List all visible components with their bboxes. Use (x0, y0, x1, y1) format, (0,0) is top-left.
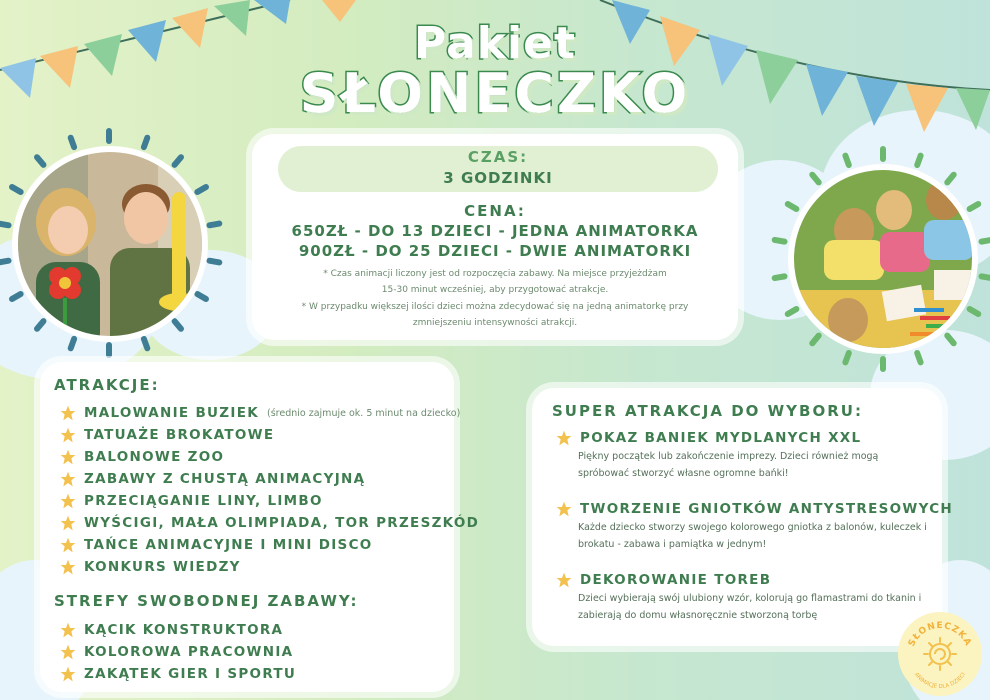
super-item-description: Dzieci wybierają swój ulubiony wzór, kolorują go flamastrami do tkanin i zabierają do domu własnoręcznie stworzoną torbę (578, 593, 922, 621)
attraction-label: WYŚCIGI, MAŁA OLIMPIADA, TOR PRZESZKÓD (84, 515, 480, 531)
star-icon (556, 430, 572, 446)
star-icon (60, 666, 76, 682)
star-icon (60, 449, 76, 465)
list-item (60, 534, 479, 556)
super-title: SUPER ATRAKCJA DO WYBORU: (552, 402, 863, 420)
star-icon (556, 572, 572, 588)
list-item (60, 424, 479, 446)
kids-drawing-photo (788, 164, 978, 354)
attraction-label: TATUAŻE BROKATOWE (84, 427, 275, 443)
sun-logo-graphic (898, 612, 982, 696)
star-icon (60, 471, 76, 487)
list-item (60, 490, 479, 512)
logo-bottom-text: ANIMACJE DLA DZIECI (913, 671, 967, 691)
zone-label: ZAKĄTEK GIER I SPORTU (84, 666, 297, 682)
title-pakiet: Pakiet (414, 18, 576, 69)
info-card (252, 134, 738, 340)
zone-label: KĄCIK KONSTRUKTORA (84, 622, 284, 638)
super-item (556, 501, 954, 553)
logo-top-text: SŁONECZKA (907, 620, 973, 649)
title-sloneczko: SŁONECZKO (299, 62, 691, 125)
list-item (60, 446, 479, 468)
super-item (556, 572, 928, 624)
time-value: 3 GODZINKI (443, 169, 553, 187)
list-item (60, 663, 296, 685)
time-pill (278, 146, 718, 192)
star-icon (60, 559, 76, 575)
super-item-description: Każde dziecko stworzy swojego kolorowego gniotka z balonów, kuleczek i brokatu - zabawa i pamiątka w jednym! (578, 522, 927, 550)
attraction-note: (średnio zajmuje ok. 5 minut na dziecko) (267, 407, 461, 419)
zone-label: KOLOROWA PRACOWNIA (84, 644, 294, 660)
note-time: * Czas animacji liczony jest od rozpoczęcia zabawy. Na miejsce przyjeżdżam 15-30 minut wcześniej, aby przygotować atrakcje. (323, 269, 667, 295)
list-item (60, 402, 479, 424)
zones-title: STREFY SWOBODNEJ ZABAWY: (54, 592, 359, 610)
super-item-label: DEKOROWANIE TOREB (580, 572, 772, 588)
sloneczka-logo (898, 612, 982, 696)
time-label: CZAS: (467, 148, 529, 166)
svg-text:ANIMACJE DLA DZIECI (913, 672, 967, 691)
star-icon (60, 405, 76, 421)
star-icon (60, 537, 76, 553)
note-animators: * W przypadku większej ilości dzieci można zdecydować się na jedną animatorkę przy zmniejszeniu intensywności atrakcji. (301, 302, 689, 328)
super-item (556, 430, 928, 482)
star-icon (60, 493, 76, 509)
price-line-1: 650ZŁ - DO 13 DZIECI - JEDNA ANIMATORKA (291, 222, 699, 240)
list-item (60, 619, 296, 641)
attractions-title: ATRAKCJE: (54, 376, 160, 394)
star-icon (60, 622, 76, 638)
list-item (60, 556, 479, 578)
list-item (60, 468, 479, 490)
super-item-label: POKAZ BANIEK MYDLANYCH XXL (580, 430, 862, 446)
list-item (60, 641, 296, 663)
price-line-2: 900ZŁ - DO 25 DZIECI - DWIE ANIMATORKI (298, 242, 692, 260)
attraction-label: PRZECIĄGANIE LINY, LIMBO (84, 493, 323, 509)
list-item (60, 512, 479, 534)
attraction-label: ZABAWY Z CHUSTĄ ANIMACYJNĄ (84, 471, 366, 487)
attraction-label: KONKURS WIEDZY (84, 559, 241, 575)
kids-balloons-photo (12, 146, 208, 342)
attractions-card (40, 362, 480, 692)
attraction-label: BALONOWE ZOO (84, 449, 225, 465)
star-icon (556, 501, 572, 517)
price-label: CENA: (464, 202, 526, 220)
super-item-description: Piękny początek lub zakończenie imprezy. Dzieci również mogą spróbować stworzyć własne ogromne bańki! (578, 451, 879, 479)
attraction-label: TAŃCE ANIMACYJNE I MINI DISCO (84, 537, 373, 553)
attraction-label: MALOWANIE BUZIEK (84, 405, 260, 421)
star-icon (60, 644, 76, 660)
attractions-list (60, 402, 479, 578)
super-item-label: TWORZENIE GNIOTKÓW ANTYSTRESOWYCH (580, 501, 954, 517)
star-icon (60, 515, 76, 531)
zones-list (60, 619, 296, 685)
star-icon (60, 427, 76, 443)
